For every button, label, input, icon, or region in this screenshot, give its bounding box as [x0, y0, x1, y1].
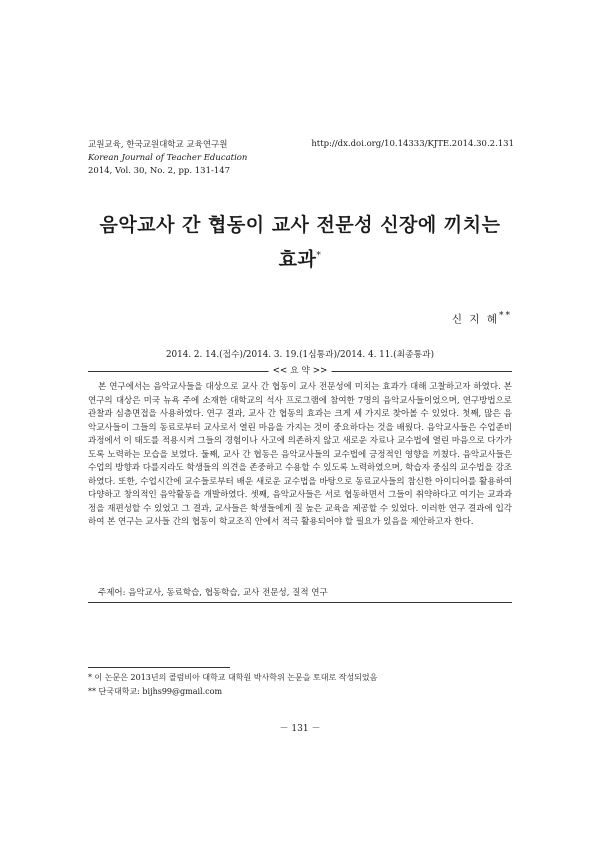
page-number: － 131 －: [279, 724, 321, 734]
abstract-text: 본 연구에서는 음악교사들을 대상으로 교사 간 협동이 교사 전문성에 미치는 효과가 대해 고찰하고자 하였다. 본 연구의 대상은 미국 뉴욕 주에 소재한 대학교의 석사 프로그램에 참여한 7명의 음악교사들이었으며, 연구방법으로 관찰과 심층면접을 사용하였다. 연구 결과, 교사 간 협동의 효과는 크게 세 가지로 찾아볼 수 있었다. 첫째, 많은 음악교사들이 그들의 동료로부터 교사로서 열린 마음을 가지는 것이 중요하다는 것을 배웠다. 음악교사들은 수업준비 과정에서 이 태도를 적용시켜 그들의 경험이나 사고에 의존하지 않고 새로운 자료나 교수법에 열린 마음으로 다가가도록 노력하는 모습을 보였다. 둘째, 교사 간 협동은 음악교사들의 교수법에 긍정적인 영향을 끼쳤다. 음악교사들은 수업의 방향과 다를지라도 학생들의 의견을 존중하고 수용할 수 있도록 노력하였으며, 학습자 중심의 교수법을 강조하였다. 또한, 수업시간에 교수들로부터 배운 새로운 교수법을 바탕으로 동료교사들의 참신한 아이디어를 활용하여 다양하고 창의적인 음악활동을 개발하였다. 셋째, 음악교사들은 서로 협동하면서 그들이 취약하다고 여기는 교과과정을 재편성할 수 있었고 그 결과, 교사들은 학생들에게 질 높은 교육을 제공할 수 있었다. 이러한 연구 결과에 입각하여 본 연구는 교사들 간의 협동이 학교조직 안에서 적극 활용되어야 할 필요가 있음을 제안하고자 한다.: [88, 382, 512, 528]
keywords-rule: [88, 602, 512, 603]
abstract-heading: [88, 365, 512, 377]
submission-dates: 2014. 2. 14.(접수)/2014. 3. 19.(1심통과)/2014. 4. 11.(최종통과): [165, 350, 435, 360]
title-line-2-text: 효과: [278, 248, 317, 271]
journal-name-ko: 교원교육, 한국교원대학교 교육연구원: [88, 140, 228, 150]
author-footnote-mark: **: [499, 311, 512, 321]
author-name: 신 지 혜: [451, 313, 499, 326]
journal-info: [88, 139, 247, 178]
abstract-heading-label: << 요 약 >>: [269, 365, 332, 377]
footnote-rule: [88, 667, 230, 668]
author: [452, 311, 512, 327]
title-line-1: 음악교사 간 협동이 교사 전문성 신장에 끼치는: [99, 214, 501, 236]
journal-name-en: Korean Journal of Teacher Education: [88, 153, 248, 163]
footnote-2: ** 단국대학교: bijhs99@gmail.com: [88, 687, 223, 696]
title-line-2: [70, 241, 530, 275]
doi-link[interactable]: http://dx.doi.org/10.14333/KJTE.2014.30.2.131: [311, 139, 514, 149]
keywords: 주제어: 음악교사, 동료학습, 협동학습, 교사 전문성, 질적 연구: [98, 588, 328, 598]
volume-info: 2014, Vol. 30, No. 2, pp. 131-147: [88, 166, 231, 176]
title-footnote-mark: *: [316, 251, 322, 261]
footnote-1: * 이 논문은 2013년의 콜럼비아 대학교 대학원 박사학위 논문을 토대로 작성되었음: [88, 673, 378, 682]
paper-title: [70, 210, 530, 275]
